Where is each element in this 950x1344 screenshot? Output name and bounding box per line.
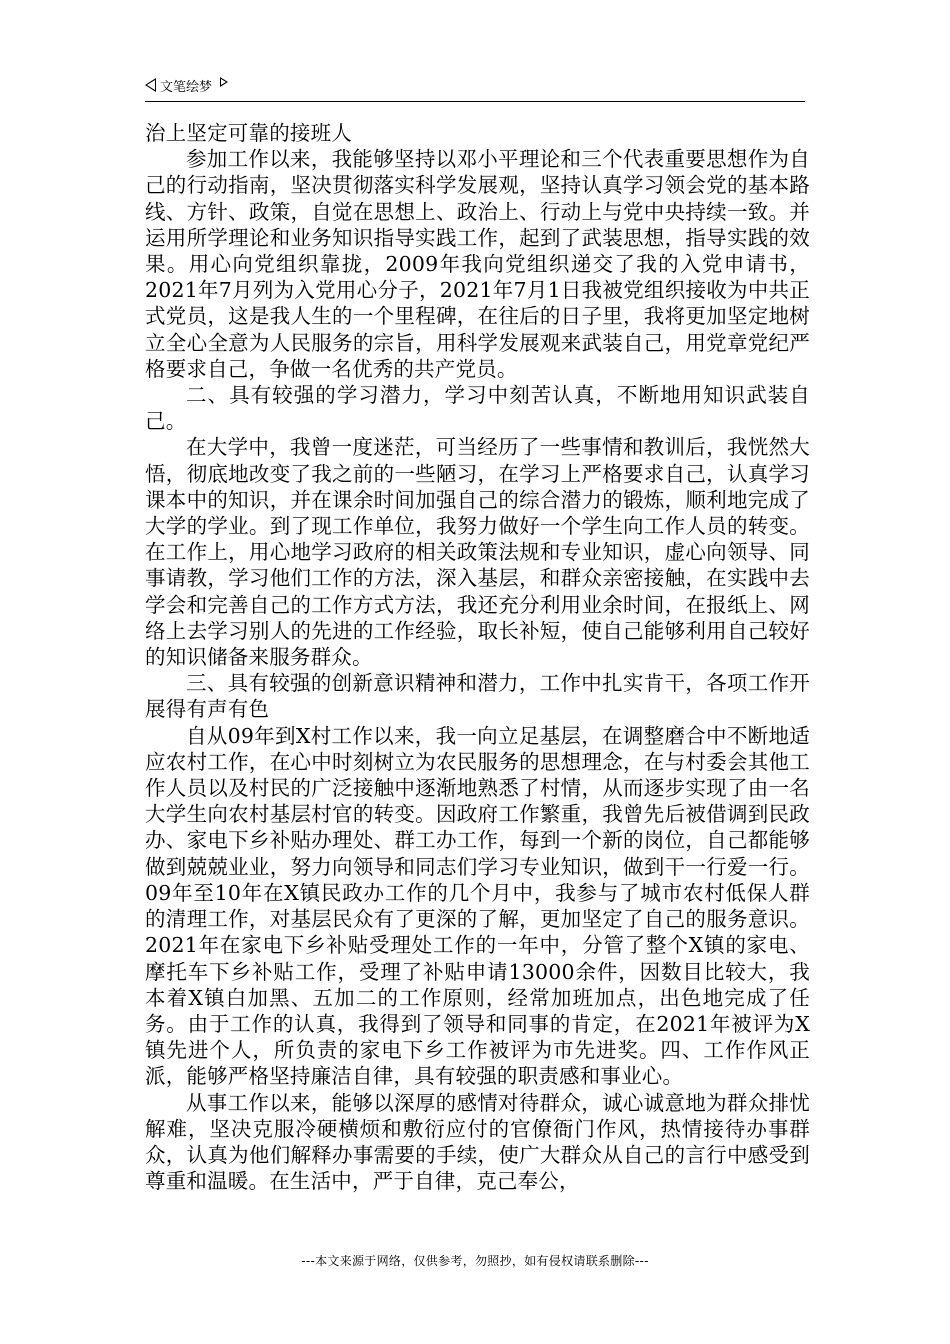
section-heading: 三、具有较强的创新意识精神和潜力，工作中扎实肯干，各项工作开展得有声有色	[145, 671, 810, 722]
document-body	[145, 120, 810, 1194]
header-title: 文笔绘梦	[160, 79, 213, 95]
paragraph: 从事工作以来，能够以深厚的感情对待群众，诚心诚意地为群众排忧解难，坚决克服冷硬横烦和敷衍应付的官僚衙门作风，热情接待办事群众，认真为他们解释办事需要的手续，使广大群众从自己的言行中感受到尊重和温暖。在生活中，严于自律，克己奉公，	[145, 1090, 810, 1194]
paragraph: 治上坚定可靠的接班人	[145, 121, 352, 145]
header-divider	[145, 101, 805, 102]
paragraph: 参加工作以来，我能够坚持以邓小平理论和三个代表重要思想作为自己的行动指南，坚决贯彻落实科学发展观，坚持认真学习领会党的基本路线、方针、政策，自觉在思想上、政治上、行动上与党中央持续一致。并运用所学理论和业务知识指导实践工作，起到了武装思想，指导实践的效果。用心向党组织靠拢，2009年我向党组织递交了我的入党申请书，2021年7月列为入党用心分子，2021年7月1日我被党组织接收为中共正式党员，这是我人生的一个里程碑，在往后的日子里，我将更加坚定地树立全心全意为人民服务的宗旨，用科学发展观来武装自己，用党章党纪严格要求自己，争做一名优秀的共产党员。	[145, 147, 810, 381]
footer-disclaimer: ---本文来源于网络，仅供参考，勿照抄，如有侵权请联系删除---	[301, 1254, 649, 1268]
paragraph: 自从09年到X村工作以来，我一向立足基层，在调整磨合中不断地适应农村工作，在心中时刻树立为农民服务的思想理念，在与村委会其他工作人员以及村民的广泛接触中逐渐地熟悉了村情，从而逐步实现了由一名大学生向农村基层村官的转变。因政府工作繁重，我曾先后被借调到民政办、家电下乡补贴办理处、群工办工作，每到一个新的岗位，自己都能够做到兢兢业业，努力向领导和同志们学习专业知识，做到干一行爱一行。09年至10年在X镇民政办工作的几个月中，我参与了城市农村低保人群的清理工作，对基层民众有了更深的了解，更加坚定了自己的服务意识。2021年在家电下乡补贴受理处工作的一年中，分管了整个X镇的家电、摩托车下乡补贴工作，受理了补贴申请13000余件，因数目比较大，我本着X镇白加黑、五加二的工作原则，经常加班加点，出色地完成了任务。由于工作的认真，我得到了领导和同事的肯定，在2021年被评为X镇先进个人，所负责的家电下乡工作被评为市先进奖。四、工作作风正派，能够严格坚持廉洁自律，具有较强的职责感和事业心。	[145, 723, 810, 1089]
paragraph: 在大学中，我曾一度迷茫，可当经历了一些事情和教训后，我恍然大悟，彻底地改变了我之前的一些陋习，在学习上严格要求自己，认真学习课本中的知识，并在课余时间加强自己的综合潜力的锻炼，顺利地完成了大学的学业。到了现工作单位，我努力做好一个学生向工作人员的转变。在工作上，用心地学习政府的相关政策法规和专业知识，虚心向领导、同事请教，学习他们工作的方法，深入基层，和群众亲密接触，在实践中去学会和完善自己的工作方式方法，我还充分利用业余时间，在报纸上、网络上去学习别人的先进的工作经验，取长补短，使自己能够利用自己较好的知识储备来服务群众。	[145, 435, 810, 670]
page-header	[145, 72, 805, 98]
section-heading: 二、具有较强的学习潜力，学习中刻苦认真，不断地用知识武装自己。	[145, 383, 810, 434]
triangle-left-icon	[145, 78, 156, 92]
triangle-right-icon	[220, 77, 228, 87]
